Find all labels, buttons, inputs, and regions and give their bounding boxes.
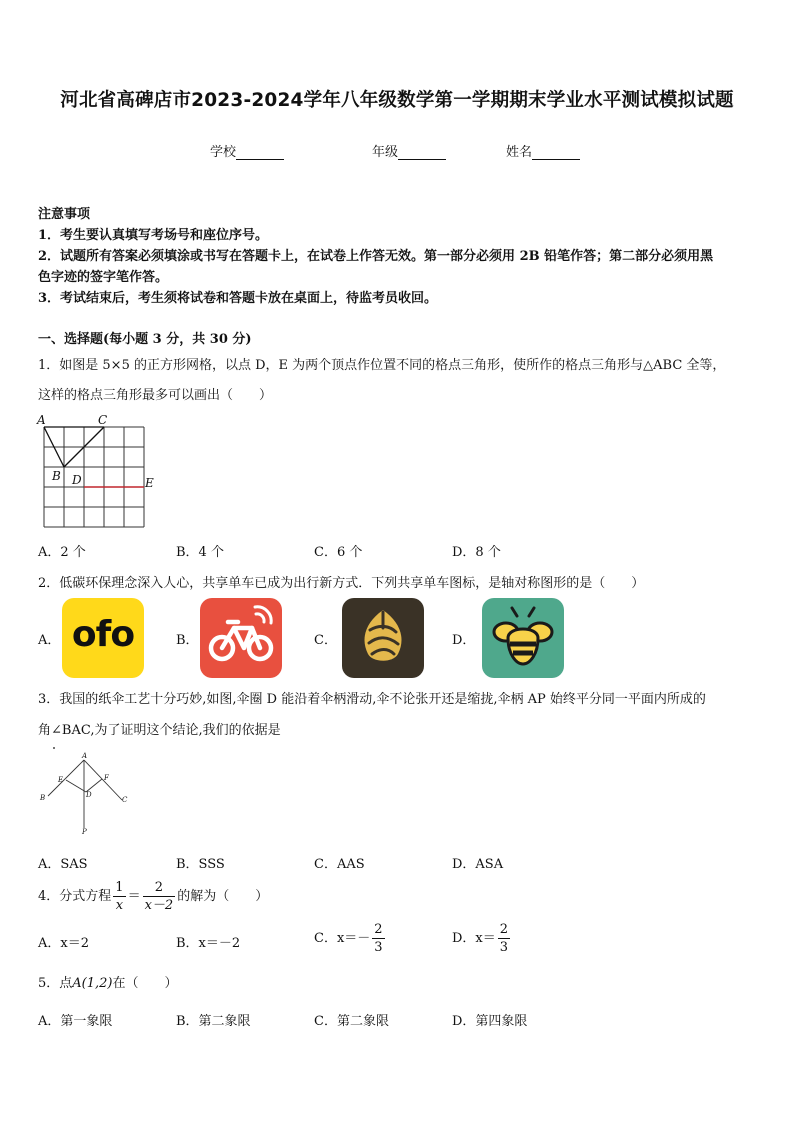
name-field <box>506 141 580 160</box>
q2-option-d-label[interactable]: D． <box>452 633 476 648</box>
q3-option-a[interactable]: A．SAS <box>38 857 88 872</box>
grid-label-e: E <box>145 476 154 490</box>
q3-stem-line2: 角∠BAC,为了证明这个结论,我们的依据是 <box>38 723 281 738</box>
umbrella-label-c: C <box>122 796 128 804</box>
q1-option-a[interactable]: A．2 个 <box>38 545 86 560</box>
q3-option-b[interactable]: B．SSS <box>176 857 225 872</box>
umbrella-label-a: A <box>82 752 88 760</box>
q2-option-b-label[interactable]: B． <box>176 633 199 648</box>
notes-item: 1．考生要认真填写考场号和座位序号。 <box>38 228 269 243</box>
q5-option-a[interactable]: A．第一象限 <box>38 1014 113 1029</box>
q4-stem <box>38 878 268 916</box>
q2-stem: 2．低碳环保理念深入人心，共享单车已成为出行新方式．下列共享单车图标，是轴对称图形的是（ ） <box>38 576 645 591</box>
page-title: 河北省高碑店市2023-2024学年八年级数学第一学期期末学业水平测试模拟试题 <box>60 90 734 111</box>
grade-label: 年级 <box>372 145 399 160</box>
umbrella-label-f: F <box>104 774 109 782</box>
notes-item: 3．考试结束后，考生须将试卷和答题卡放在桌面上，待监考员收回。 <box>38 291 438 306</box>
umbrella-label-b: B <box>40 794 46 802</box>
school-label: 学校 <box>210 145 237 160</box>
grid-label-a: A <box>37 413 46 427</box>
q5-suffix: 在（ ） <box>112 976 178 991</box>
q4-option-d[interactable] <box>452 918 512 960</box>
umbrella-label-p: P <box>82 828 87 836</box>
q1-stem-line1: 1．如图是 5×5 的正方形网格，以点 D，E 为两个顶点作位置不同的格点三角形，使所作的格点三角形与△ABC 全等， <box>38 358 726 373</box>
ofo-logo-icon[interactable] <box>62 598 144 678</box>
grid-label-b: B <box>52 469 61 483</box>
q1-option-c[interactable]: C．6 个 <box>314 545 363 560</box>
umbrella-label-d: D <box>86 791 92 799</box>
umbrella-label-e: E <box>58 776 64 784</box>
notes-heading: 注意事项 <box>38 207 91 222</box>
q3-option-c[interactable]: C．AAS <box>314 857 365 872</box>
q5-stem <box>38 972 178 991</box>
grade-blank[interactable] <box>398 145 446 160</box>
q4-option-d-prefix: D．x＝ <box>452 931 496 946</box>
bicycle-icon <box>200 598 282 678</box>
grid-figure <box>34 410 164 532</box>
q4-option-c-prefix: C．x＝－ <box>314 931 371 946</box>
pinecone-logo-icon[interactable] <box>342 598 424 678</box>
school-blank[interactable] <box>236 145 284 160</box>
q1-option-b[interactable]: B．4 个 <box>176 545 224 560</box>
q5-prefix: 5．点 <box>38 976 73 991</box>
bee-logo-icon[interactable] <box>482 598 564 678</box>
notes-item: 色字迹的签字笔作答。 <box>38 270 169 285</box>
q4-option-c-fraction: $\frac{2}{3}$ <box>374 922 383 955</box>
q4-fraction-1: $\frac{1}{x}$ <box>115 880 124 913</box>
q5-option-b[interactable]: B．第二象限 <box>176 1014 251 1029</box>
name-label: 姓名 <box>506 145 533 160</box>
q1-option-d[interactable]: D．8 个 <box>452 545 501 560</box>
notes-item: 2．试题所有答案必须填涂或书写在答题卡上，在试卷上作答无效。第一部分必须用 2B 铅笔作答；第二部分必须用黑 <box>38 249 714 264</box>
grade-field <box>372 141 446 160</box>
q2-option-a-label[interactable]: A． <box>38 633 61 648</box>
q4-option-d-fraction: $\frac{2}{3}$ <box>499 922 509 955</box>
bee-icon <box>482 598 564 678</box>
q4-option-b[interactable]: B．x＝－2 <box>176 936 241 951</box>
q3-option-d[interactable]: D．ASA <box>452 857 504 872</box>
q5-point: A(1,2) <box>72 976 113 991</box>
q3-stem-line1: 3．我国的纸伞工艺十分巧妙,如图,伞圈 D 能沿着伞柄滑动,伞不论张开还是缩拢,伞柄 AP 始终平分同一平面内所成的 <box>38 692 706 707</box>
pinecone-icon <box>342 598 424 678</box>
q4-fraction-2: $\frac{2}{x-2}$ <box>144 880 174 913</box>
q4-option-c[interactable] <box>314 918 387 960</box>
q5-option-d[interactable]: D．第四象限 <box>452 1014 528 1029</box>
name-blank[interactable] <box>532 145 580 160</box>
school-field <box>210 141 284 160</box>
q1-stem-line2: 这样的格点三角形最多可以画出（ ） <box>38 388 273 403</box>
q4-suffix: 的解为（ ） <box>177 889 269 904</box>
section-heading: 一、选择题(每小题 3 分，共 30 分) <box>38 332 252 347</box>
q4-option-a[interactable]: A．x＝2 <box>38 936 89 951</box>
q5-option-c[interactable]: C．第二象限 <box>314 1014 389 1029</box>
umbrella-figure <box>36 744 138 840</box>
q4-equals: ＝ <box>127 889 141 904</box>
grid-label-d: D <box>72 473 82 487</box>
ofo-logo-text: ofo <box>71 614 135 655</box>
grid-label-c: C <box>98 413 108 427</box>
bike-logo-icon[interactable] <box>200 598 282 678</box>
q2-option-c-label[interactable]: C． <box>314 633 337 648</box>
q4-prefix: 4．分式方程 <box>38 889 112 904</box>
